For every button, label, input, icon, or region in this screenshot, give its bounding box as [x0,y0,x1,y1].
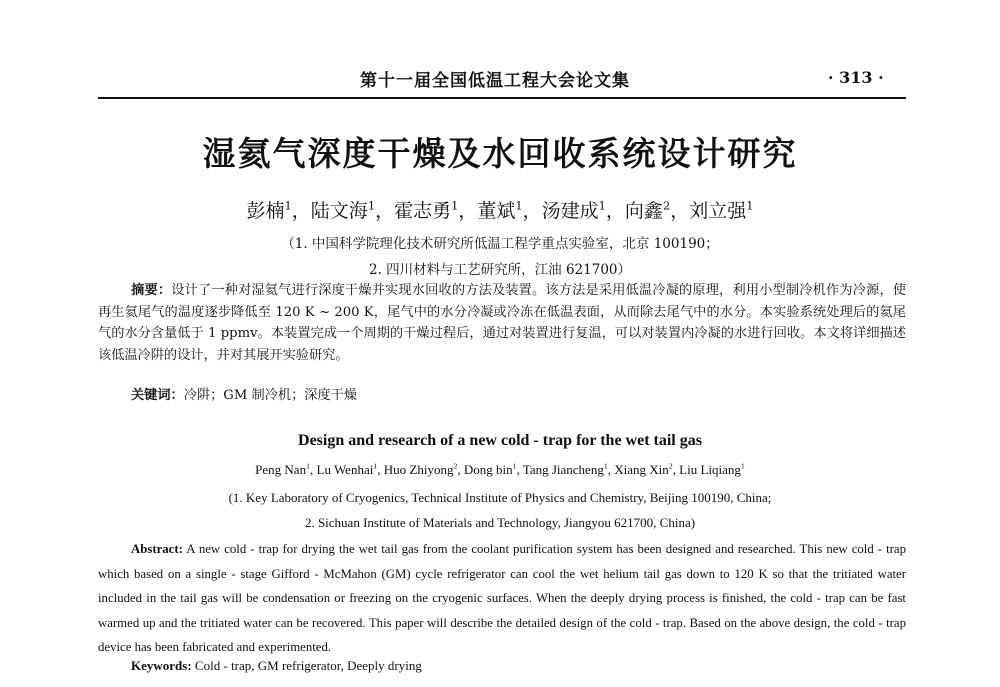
chinese-abstract-label: 摘要： [131,283,172,298]
author-affiliation-mark: 2 [668,461,673,471]
author-name: Dong bin [463,462,513,477]
chinese-keywords [131,384,357,403]
author-affiliation-mark: 1 [515,198,523,213]
author-separator: , [516,462,523,477]
author-affiliation-mark: 1 [284,198,292,213]
author-separator: , [607,462,615,477]
author-name: Peng Nan [255,462,307,477]
author-name: Xiang Xin [614,462,669,477]
author-name: 向鑫 [624,200,663,222]
english-abstract-text: A new cold - trap for drying the wet tail gas from the coolant purification system has been designed and researched. This new cold - trap which based on a single - stage Gifford - McMahon (GM) cycle refrigerator can cool the wet helium tail gas down to 120 K so that the tritiated water included in the tail gas will be condensation or freezing on the cryogenic surfaces. When the deeply drying process is finished, the cold - trap can be fast warmed up and the tritiated water can be recovered. This paper will describe the detailed design of the cold - trap. Based on the above design, the cold - trap device has been fabricated and experimented. [98,542,906,655]
author-separator: ， [291,200,311,222]
author-name: Liu Liqiang [679,462,741,477]
author-separator: , [457,462,464,477]
english-authors [0,462,1000,478]
author-affiliation-mark: 1 [373,461,378,471]
author-separator: , [377,462,384,477]
author-name: 彭楠 [246,200,285,222]
author-separator: ， [522,200,542,222]
english-keywords [131,658,422,674]
english-keywords-text: Cold - trap, GM refrigerator, Deeply drying [191,658,422,673]
chinese-authors [0,196,1000,223]
english-keywords-label: Keywords: [131,658,192,673]
author-affiliation-mark: 2 [662,198,671,213]
author-affiliation-mark: 1 [746,198,754,213]
author-name: 董斌 [477,200,516,222]
author-separator: ， [605,200,625,222]
header-rule [98,97,906,99]
author-name: 汤建成 [541,200,599,222]
author-name: 刘立强 [689,200,747,222]
author-name: Tang Jiancheng [522,462,604,477]
chinese-keywords-text: 冷阱；GM 制冷机；深度干燥 [183,388,358,403]
author-affiliation-mark: 1 [306,461,310,471]
english-affiliation-1: (1. Key Laboratory of Cryogenics, Technical Institute of Physics and Chemistry, Beijing 100190, China; [228,490,772,505]
chinese-affiliation-2: 2. 四川材料与工艺研究所，江油 621700） [369,262,631,278]
chinese-title: 湿氦气深度干燥及水回收系统设计研究 [202,134,798,173]
author-separator: ， [458,200,478,222]
author-affiliation-mark: 1 [598,198,606,213]
chinese-keywords-label: 关键词： [131,388,184,403]
author-name: Lu Wenhai [316,462,374,477]
author-affiliation-mark: 1 [451,198,459,213]
author-separator: ， [670,200,690,222]
author-affiliation-mark: 1 [512,461,517,471]
english-affiliation-2: 2. Sichuan Institute of Materials and Technology, Jiangyou 621700, China) [304,515,696,530]
english-abstract [98,537,906,660]
chinese-abstract-text: 设计了一种对湿氦气进行深度干燥并实现水回收的方法及装置。该方法是采用低温冷凝的原理，利用小型制冷机作为冷源，使再生氦尾气的温度逐步降低至 120 K ~ 200 K，尾气中的水分冷凝或冷冻在低温表面，从而除去尾气中的水分。本实验系统处理后的氦尾气的水分含量低于 1 ppmv。本装置完成一个周期的干燥过程后，通过对装置进行复温，可以对装置内冷凝的水进行回收。本文将详细描述该低温冷阱的设计，并对其展开实验研究。 [98,283,906,363]
author-affiliation-mark: 1 [603,461,608,471]
running-title: 第十一届全国低温工程大会论文集 [360,71,630,91]
chinese-abstract [98,280,906,366]
author-name: 陆文海 [310,200,368,222]
chinese-affiliation-1: （1. 中国科学院理化技术研究所低温工程学重点实验室，北京 100190； [281,236,719,252]
author-affiliation-mark: 1 [740,461,745,471]
author-separator: , [672,462,680,477]
author-separator: , [310,462,317,477]
author-name: Huo Zhiyong [383,462,454,477]
author-separator: ， [375,200,395,222]
page-number: · 313 · [828,68,884,87]
author-affiliation-mark: 2 [453,461,458,471]
author-affiliation-mark: 1 [367,198,376,213]
english-abstract-label: Abstract: [131,542,183,556]
author-name: 霍志勇 [394,200,452,222]
english-title: Design and research of a new cold - trap for the wet tail gas [298,432,702,449]
